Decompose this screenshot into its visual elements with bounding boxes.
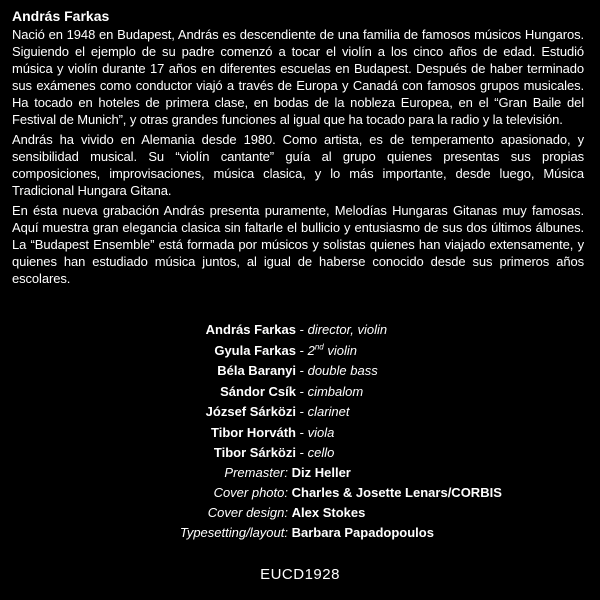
musician-role: double bass — [307, 363, 378, 378]
biography-paragraph: András ha vivido en Alemania desde 1980. Como artista, es de temperamento apasionado, y sensibilidad musical. Su “violín cantante” guía al grupo quienes presentas sus propias composiciones, improvisaciones, música clasica, y lo más importante, desde luego, Música Tradicional Hungara Gitana. — [12, 132, 584, 198]
musician-role: cello — [307, 445, 335, 460]
production-row — [0, 503, 600, 523]
biography-title: András Farkas — [12, 8, 110, 24]
musician-role-ordinal: 2 — [307, 342, 315, 358]
musician-name: András Farkas — [205, 322, 296, 337]
separator: - — [299, 445, 304, 460]
musician-row — [0, 443, 600, 464]
biography-paragraph: En ésta nueva grabación András presenta puramente, Melodías Hungaras Gitanas muy famosas. Aquí muestra gran elegancia clasica sin faltarle el bullicio y entusiasmo de sus dos últimos álbunes. La “Budapest Ensemble” está formada por músicos y solistas quienes han viajado extensamente, y quienes han estudiado música juntos, al igual de haberse conocido desde sus primeros años escolares. — [12, 203, 584, 286]
production-row — [0, 523, 600, 543]
production-row — [0, 483, 600, 503]
musician-role: clarinet — [307, 404, 350, 419]
production-credits — [0, 463, 600, 543]
production-name: Alex Stokes — [291, 505, 366, 520]
separator: - — [299, 424, 304, 440]
musician-role-superscript: nd — [314, 342, 324, 352]
musician-role: cimbalom — [307, 383, 364, 399]
musician-row — [0, 423, 600, 444]
separator: - — [299, 404, 304, 419]
musician-name: Tibor Horváth — [211, 424, 296, 440]
biography-paragraph: Nació en 1948 en Budapest, András es descendiente de una familia de famosos músicos Hungaros. Siguiendo el ejemplo de su padre comenzó a tocar el violín a los cinco años de edad. Estudió música y violín durante 17 años en diferentes escuelas en Budapest. Después de haber terminado sus exámenes como conductor viajó a través de Europa y Canadá con famosos grupos musicales. Ha tocado en hoteles de primera clase, en bodas de la nobleza Europea, en el “Gran Baile del Festival de Munich”, y otras grandes funciones al igual que ha tocado para la radio y la televisión. — [12, 27, 584, 127]
separator: - — [299, 383, 304, 399]
catalog-number: EUCD1928 — [260, 566, 340, 583]
musician-name: Tibor Sárközi — [213, 445, 296, 460]
production-name: Barbara Papadopoulos — [291, 525, 434, 540]
production-name: Diz Heller — [291, 465, 351, 480]
separator: - — [299, 363, 304, 378]
musician-credits — [0, 320, 600, 464]
production-name: Charles & Josette Lenars/CORBIS — [291, 485, 502, 500]
production-label: Typesetting/layout: — [179, 525, 288, 540]
musician-row — [0, 402, 600, 423]
production-label: Cover photo: — [213, 485, 288, 500]
production-label: Cover design: — [207, 505, 288, 520]
production-label: Premaster: — [224, 465, 288, 480]
musician-row — [0, 341, 600, 362]
musician-role: violin — [327, 342, 357, 358]
musician-row — [0, 320, 600, 341]
musician-name: Béla Baranyi — [217, 363, 296, 378]
musician-name: Gyula Farkas — [214, 342, 296, 358]
separator: - — [299, 342, 304, 358]
musician-name: Sándor Csík — [220, 383, 296, 399]
musician-name: József Sárközi — [205, 404, 296, 419]
musician-role: viola — [307, 424, 335, 440]
musician-row — [0, 361, 600, 382]
production-row — [0, 463, 600, 483]
separator: - — [299, 322, 304, 337]
musician-row — [0, 382, 600, 403]
musician-role: director, violin — [307, 322, 388, 337]
